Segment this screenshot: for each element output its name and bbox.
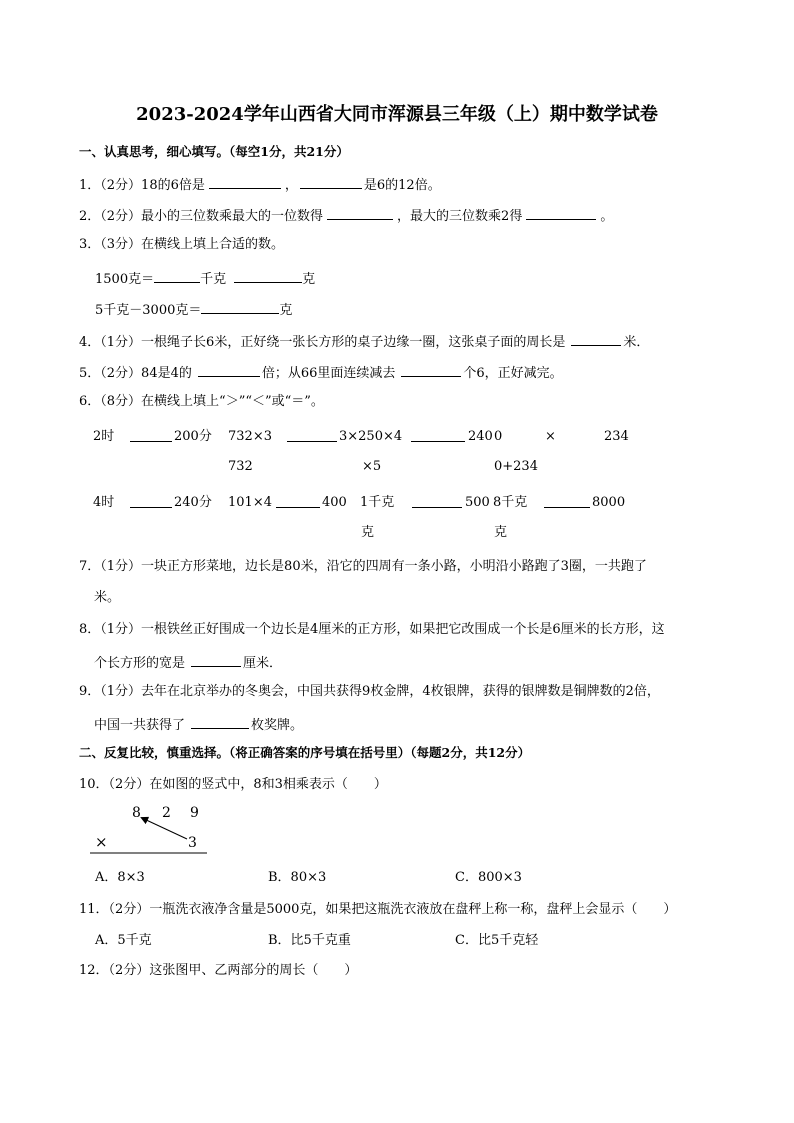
- section-1-heading: 一、认真思考，细心填写。（每空1分，共21分）: [79, 144, 349, 159]
- q6-blank-4[interactable]: [130, 495, 172, 508]
- q6-r2-item-2: 240分: [174, 495, 212, 510]
- q5-blank-1[interactable]: [198, 364, 260, 377]
- q3-r2-b: 克: [279, 303, 293, 318]
- q3-blank-3[interactable]: [201, 301, 279, 314]
- q1-text-c: 是6的12倍。: [363, 178, 441, 193]
- q3-r1-a: 1500克＝: [95, 272, 155, 287]
- q6-r1-item-5: 240: [468, 429, 493, 444]
- q9-text-c: 枚奖牌。: [251, 718, 304, 733]
- q5-text-a: 5．（2分）84是4的: [79, 366, 192, 381]
- q10-option-a[interactable]: A．8×3: [95, 870, 145, 885]
- q1-text-a: 1．（2分）18的6倍是: [79, 178, 205, 193]
- q6-r1-item-7: ×: [545, 429, 556, 444]
- q6-r2b-item-1: 克: [361, 525, 375, 540]
- q9-text-b: 中国一共获得了: [94, 718, 186, 733]
- question-7-line-2: 米。: [94, 590, 121, 605]
- q6-blank-6[interactable]: [412, 495, 462, 508]
- q10-digit-2: 2: [162, 805, 171, 821]
- q4-text-a: 4．（1分）一根绳子长6米，正好绕一张长方形的桌子边缘一圈，这张桌子面的周长是: [79, 335, 566, 350]
- q3-blank-1[interactable]: [154, 270, 200, 283]
- q3-row-1: [95, 270, 315, 286]
- question-4: [79, 333, 649, 349]
- q2-blank-1[interactable]: [327, 207, 393, 220]
- q5-blank-2[interactable]: [401, 364, 461, 377]
- page-title: 2023-2024学年山西省大同市浑源县三年级（上）期中数学试卷: [136, 104, 658, 125]
- q6-r2-item-3: 101×4: [228, 495, 272, 510]
- question-3-heading: 3．（3分）在横线上填上合适的数。: [79, 237, 285, 252]
- q5-text-b: 倍；从66里面连续减去: [261, 366, 396, 381]
- q1-blank-1[interactable]: [209, 176, 281, 189]
- q6-r1b-item-1: 732: [228, 459, 253, 474]
- q10-option-b[interactable]: B．80×3: [268, 870, 327, 885]
- q3-row-2: [95, 301, 292, 317]
- q10-times-sign: ×: [95, 833, 108, 851]
- question-9-line-2: [94, 716, 303, 732]
- question-5: [79, 364, 563, 380]
- q10-digit-9: 9: [190, 805, 199, 821]
- section-2-heading: 二、反复比较，慎重选择。（将正确答案的序号填在括号里）（每题2分，共12分）: [79, 745, 531, 760]
- q1-text-b: ，: [284, 178, 298, 193]
- q6-r2-item-4: 400: [322, 495, 347, 510]
- q8-text-b: 个长方形的宽是: [94, 656, 186, 671]
- q8-text-c: 厘米．: [243, 656, 283, 671]
- q11-option-c[interactable]: C．比5千克轻: [455, 933, 539, 948]
- q6-blank-1[interactable]: [130, 429, 172, 442]
- q9-blank[interactable]: [191, 716, 249, 729]
- q6-r2-item-1: 4时: [93, 495, 115, 510]
- q11-option-b[interactable]: B．比5千克重: [268, 933, 351, 948]
- q6-blank-3[interactable]: [411, 429, 465, 442]
- q11-option-a[interactable]: A．5千克: [95, 933, 152, 948]
- question-12: 12．（2分）这张图甲、乙两部分的周长（ ）: [79, 963, 358, 978]
- q6-blank-2[interactable]: [287, 429, 337, 442]
- q6-r1-item-1: 2时: [93, 429, 115, 444]
- q1-blank-2[interactable]: [300, 176, 362, 189]
- question-1: [79, 176, 441, 192]
- q10-digit-3: 3: [188, 835, 197, 851]
- q6-blank-7[interactable]: [544, 495, 590, 508]
- q2-blank-2[interactable]: [526, 207, 596, 220]
- question-8-line-1: 8．（1分）一根铁丝正好围成一个边长是4厘米的正方形，如果把它改围成一个长是6厘米的长方形，这: [79, 622, 665, 637]
- question-7-line-1: 7．（1分）一块正方形菜地，边长是80米，沿它的四周有一条小路，小明沿小路跑了3圈，一共跑了: [79, 559, 647, 574]
- q2-text-c: 。: [600, 209, 614, 224]
- q6-r2-item-5: 1千克: [360, 495, 395, 510]
- q10-option-c[interactable]: C．800×3: [455, 870, 522, 885]
- q2-text-b: ，最大的三位数乘2得: [397, 209, 523, 224]
- question-2: [79, 207, 613, 223]
- q6-r1-item-3: 732×3: [228, 429, 272, 444]
- q6-r1-item-2: 200分: [174, 429, 212, 444]
- question-6-heading: 6．（8分）在横线上填上“＞”“＜”或“＝”。: [79, 394, 324, 409]
- question-8-line-2: [94, 654, 282, 670]
- q5-text-c: 个6，正好减完。: [463, 366, 563, 381]
- q10-multiplication-arrow: [90, 812, 215, 858]
- q6-r1b-item-3: 0+234: [494, 459, 538, 474]
- q3-blank-2[interactable]: [234, 270, 302, 283]
- q6-r1-item-4: 3×250×4: [339, 429, 403, 444]
- q4-text-b: 米．: [623, 335, 650, 350]
- question-11: 11．（2分）一瓶洗衣液净含量是5000克，如果把这瓶洗衣液放在盘秤上称一称，盘秤上会显示（ ）: [79, 902, 677, 917]
- question-10: 10．（2分）在如图的竖式中，8和3相乘表示（ ）: [79, 777, 387, 792]
- q6-r2-item-6: 500: [465, 495, 490, 510]
- q6-r2-item-7: 8千克: [493, 495, 528, 510]
- q6-r1-item-6: 0: [494, 429, 503, 444]
- q4-blank[interactable]: [571, 333, 621, 346]
- q6-r1-item-8: 234: [604, 429, 629, 444]
- q8-blank[interactable]: [191, 654, 241, 667]
- q6-blank-5[interactable]: [276, 495, 320, 508]
- q3-r2-a: 5千克－3000克＝: [95, 303, 202, 318]
- q3-r1-b: 千克: [200, 272, 227, 287]
- q6-r2-item-8: 8000: [592, 495, 626, 510]
- question-9-line-1: 9．（1分）去年在北京举办的冬奥会，中国共获得9枚金牌，4枚银牌，获得的银牌数是铜牌数的2倍，: [79, 684, 660, 699]
- q6-r2b-item-2: 克: [494, 525, 508, 540]
- q10-digit-8: 8: [132, 805, 141, 821]
- q6-r1b-item-2: ×5: [362, 459, 382, 474]
- q2-text-a: 2．（2分）最小的三位数乘最大的一位数得: [79, 209, 324, 224]
- q3-r1-c: 克: [302, 272, 316, 287]
